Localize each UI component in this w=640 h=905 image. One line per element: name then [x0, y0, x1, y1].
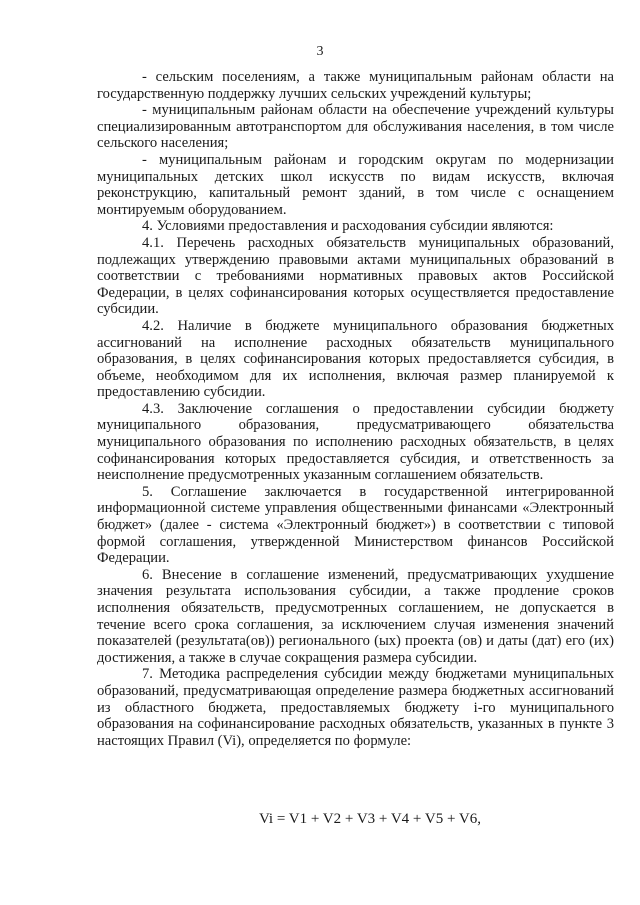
clause-4-2: 4.2. Наличие в бюджете муниципального образования бюджетных ассигнований на исполнение расходных обязательств муниципального образования, в целях софинансирования которых предоставляется субсидия, в объеме, необходимом для их исполнения, включая размер планируемой к предоставлению субсидии.: [97, 317, 614, 401]
clause-5: 5. Соглашение заключается в государственной интегрированной информационной системе управления общественными финансами «Электронный бюджет» (далее - система «Электронный бюджет») в соответствии с типовой формой соглашения, утвержденной Министерством финансов Российской Федерации.: [97, 483, 614, 567]
list-item-transport: - муниципальным районам области на обеспечение учреждений культуры специализированным автотранспортом для обслуживания населения, в том числе сельского населения;: [97, 102, 614, 152]
clause-6: 6. Внесение в соглашение изменений, предусматривающих ухудшение значения результата использования субсидии, а также продление сроков исполнения обязательств, предусмотренных соглашением, не допускается в течение всего срока соглашения, за исключением случая изменения значений показателей (результата(ов)) регионального (ых) проекта (ов) и даты (дат) его (их) достижения, а также в случае сокращения размера субсидии.: [97, 566, 614, 666]
section-4-heading: 4. Условиями предоставления и расходования субсидии являются:: [142, 218, 554, 235]
clause-7: 7. Методика распределения субсидии между бюджетами муниципальных образований, предусматривающая определение размера бюджетных ассигнований из областного бюджета, предоставляемых бюджету i-го муниципального образования на софинансирование расходных обязательств, указанных в пункте 3 настоящих Правил (Vi), определяется по формуле:: [97, 666, 614, 749]
formula: Vi = V1 + V2 + V3 + V4 + V5 + V6,: [259, 811, 481, 827]
clause-4-3: 4.3. Заключение соглашения о предоставлении субсидии бюджету муниципального образования, предусматривающего обязательства муниципального образования по исполнению расходных обязательств, в целях софинансирования которых предоставляется субсидия, и ответственность за неисполнение предусмотренных указанным соглашением обязательств.: [97, 400, 614, 484]
clause-4-1: 4.1. Перечень расходных обязательств муниципальных образований, подлежащих утверждению правовыми актами муниципальных образований в соответствии с требованиями нормативных правовых актов Российской Федерации, в целях софинансирования которых осуществляется предоставление субсидии.: [97, 234, 614, 318]
page-number: 3: [316, 44, 324, 59]
document-body: [97, 69, 614, 749]
list-item-art-schools: - муниципальным районам и городским округам по модернизации муниципальных детских школ искусств по видам искусств, включая реконструкцию, капитальный ремонт зданий, в том числе с оснащением монтируемым оборудованием.: [97, 151, 614, 218]
list-item-rural-settlements: - сельским поселениям, а также муниципальным районам области на государственную поддержку лучших сельских учреждений культуры;: [97, 69, 614, 102]
